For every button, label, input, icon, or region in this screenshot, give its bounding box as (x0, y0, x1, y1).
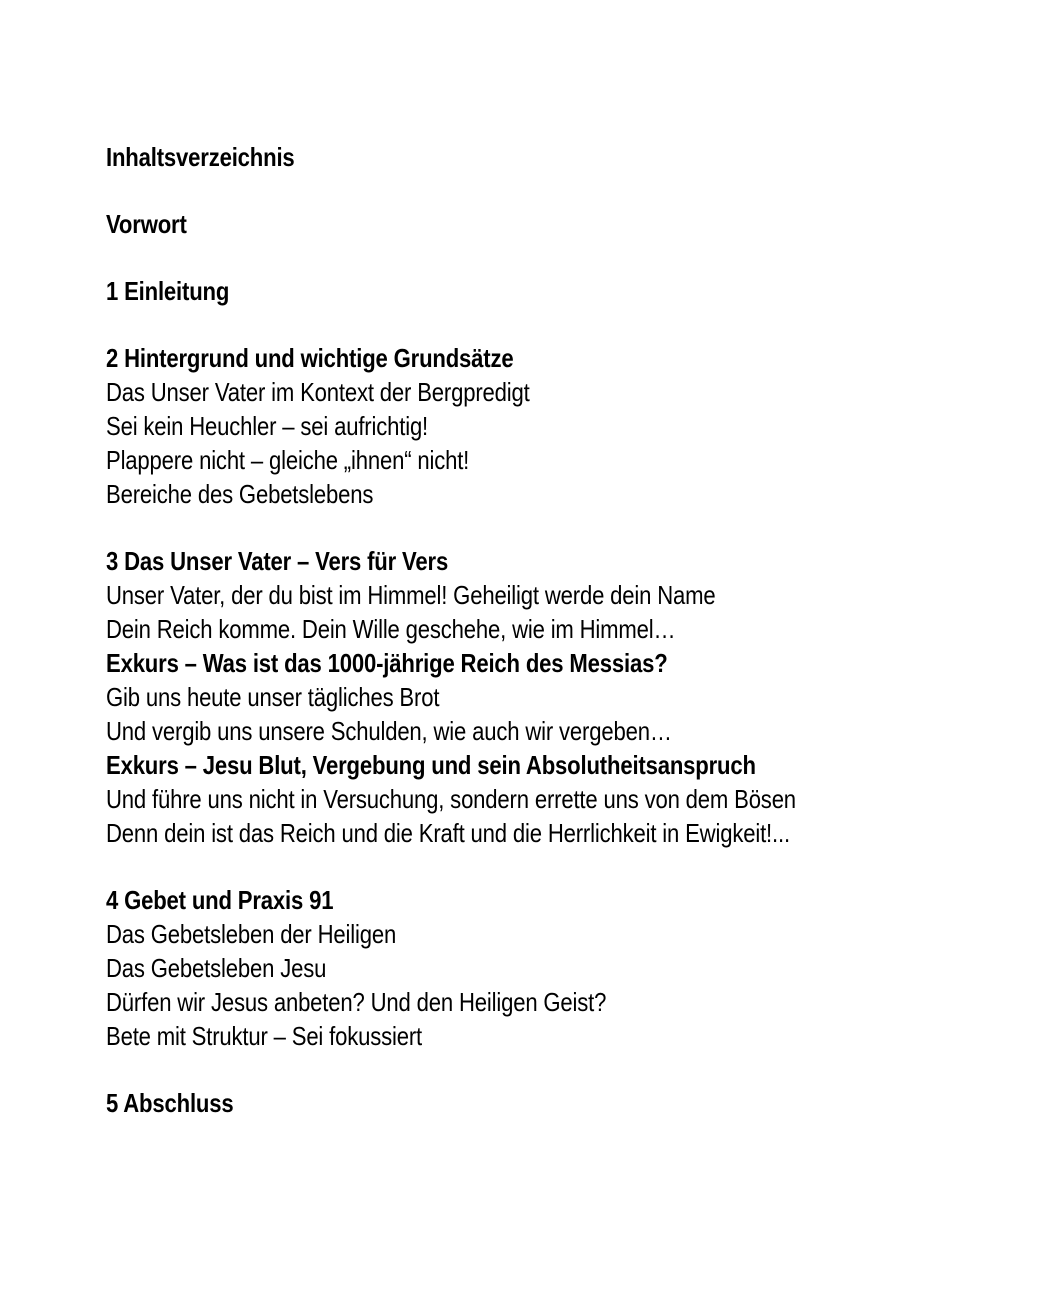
toc-entry: Das Unser Vater im Kontext der Bergpredigt (106, 377, 530, 407)
table-of-contents (106, 140, 1040, 1120)
toc-section-heading: 1 Einleitung (106, 276, 230, 306)
toc-entry: Bereiche des Gebetslebens (106, 479, 374, 509)
toc-section-gebet-praxis (106, 883, 1040, 1053)
toc-section-heading: 5 Abschluss (106, 1088, 234, 1118)
toc-entry: Und vergib uns unsere Schulden, wie auch wir vergeben… (106, 716, 672, 746)
toc-section-abschluss (106, 1086, 1040, 1120)
toc-entry: Das Gebetsleben der Heiligen (106, 919, 397, 949)
toc-entry: Denn dein ist das Reich und die Kraft und die Herrlichkeit in Ewigkeit!... (106, 818, 790, 848)
toc-entry: Das Gebetsleben Jesu (106, 953, 327, 983)
toc-section-heading: 4 Gebet und Praxis 91 (106, 885, 334, 915)
toc-section-vorwort (106, 207, 1040, 241)
toc-entry: Sei kein Heuchler – sei aufrichtig! (106, 411, 429, 441)
toc-section-einleitung (106, 274, 1040, 308)
toc-entry: Dein Reich komme. Dein Wille geschehe, wie im Himmel… (106, 614, 676, 644)
toc-entry: Plappere nicht – gleiche „ihnen“ nicht! (106, 445, 470, 475)
toc-section-heading: 2 Hintergrund und wichtige Grundsätze (106, 343, 514, 373)
toc-section-unser-vater (106, 544, 1040, 850)
toc-entry: Unser Vater, der du bist im Himmel! Geheiligt werde dein Name (106, 580, 716, 610)
toc-entry: Bete mit Struktur – Sei fokussiert (106, 1021, 423, 1051)
toc-entry: Und führe uns nicht in Versuchung, sondern errette uns von dem Bösen (106, 784, 796, 814)
toc-section-heading: 3 Das Unser Vater – Vers für Vers (106, 546, 449, 576)
toc-entry-exkurs: Exkurs – Jesu Blut, Vergebung und sein Absolutheitsanspruch (106, 750, 756, 780)
toc-section-hintergrund (106, 341, 1040, 511)
toc-entry: Dürfen wir Jesus anbeten? Und den Heiligen Geist? (106, 987, 607, 1017)
toc-entry: Gib uns heute unser tägliches Brot (106, 682, 440, 712)
toc-title-block (106, 140, 1040, 174)
toc-entry-exkurs: Exkurs – Was ist das 1000-jährige Reich des Messias? (106, 648, 668, 678)
toc-section-heading: Vorwort (106, 209, 187, 239)
toc-title: Inhaltsverzeichnis (106, 142, 295, 172)
